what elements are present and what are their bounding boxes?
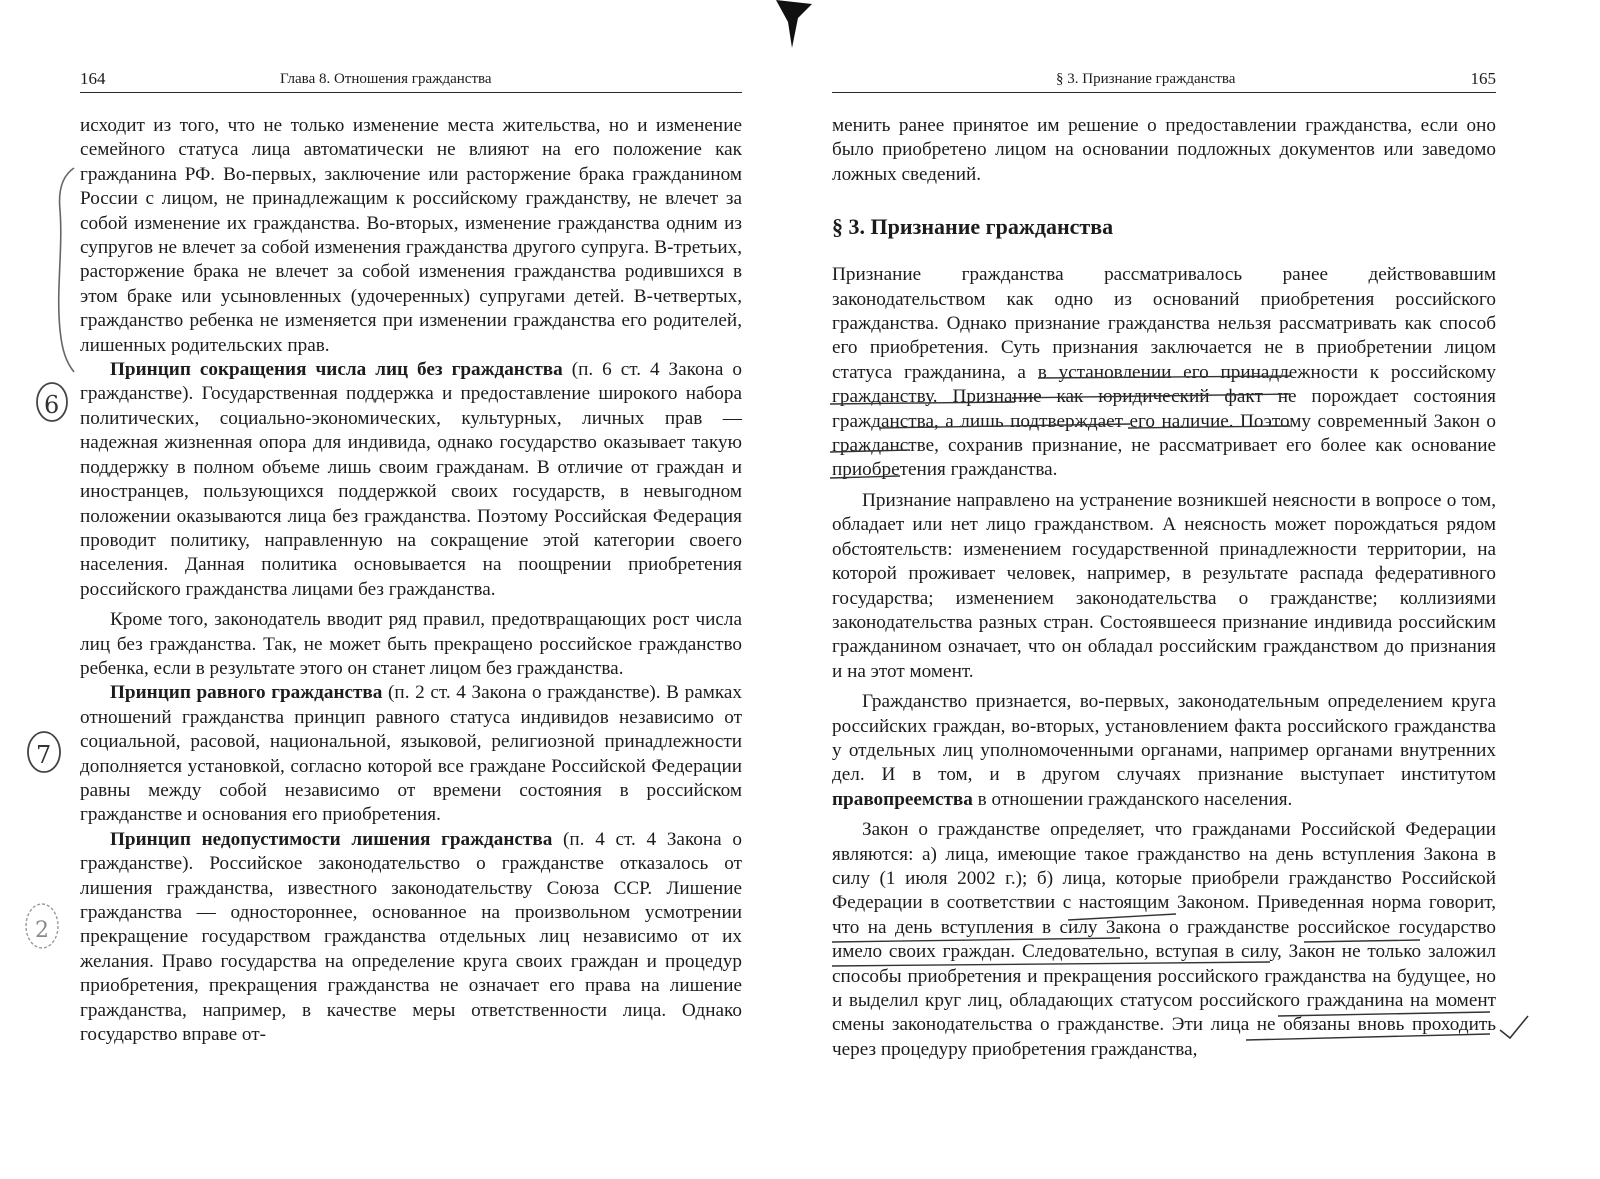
principle-no-deprivation-heading: Принцип недопустимости лишения гражданства <box>110 828 553 850</box>
left-paragraph-2-text: (п. 6 ст. 4 Закона о гражданстве). Государственная поддержка и предоставление широкого набора политических, социально-экономических, культурных, личных прав — надежная жизненная опора для индивида, однако государство оказывает такую поддержку в полном объеме лишь своим гражданам. В отличие от граждан и иностранцев, пользующихся поддержкой своих государств, в невыгодном положении оказываются лица без гражданства. Поэтому Российская Федерация проводит политику, направленную на сокращение этой категории своего населения. Данная политика основывается на поощрении приобретения российского гражданства лицами без гражданства. <box>80 359 742 600</box>
right-paragraph-0: менить ранее принятое им решение о предоставлении гражданства, если оно было приобретено лицом на основании подложных документов или заведомо ложных сведений. <box>832 115 1496 185</box>
margin-note-6: 6 <box>44 391 60 419</box>
right-page-number: 165 <box>1470 69 1496 88</box>
section-title: § 3. Признание гражданства <box>832 214 1114 240</box>
margin-note-7: 7 <box>36 741 52 769</box>
right-running-head <box>832 66 1496 93</box>
left-paragraph-2 <box>80 358 742 602</box>
right-page-text <box>832 114 1496 1062</box>
succession-term: правопреемства <box>832 788 973 810</box>
right-paragraph-2: Признание направлено на устранение возникшей неясности в вопросе о том, обладает или нет лицо гражданством. А неясность может порождаться рядом обстоятельств: изменением государственной принадлежности территории, на которой проживает человек, например, в результате распада федеративного государства; изменением законодательства о гражданстве; коллизиями законодательства разных стран. Состоявшееся признание индивида российским гражданином означает, что он обладал российским гражданством до признания и на этот момент. <box>832 489 1496 682</box>
left-page-number: 164 <box>80 69 106 88</box>
left-running-title: Глава 8. Отношения гражданства <box>280 71 492 87</box>
right-paragraph-3-text: Гражданство признается, во-первых, законодательным определением круга российских граждан, во-вторых, установлением факта российского гражданства у отдельных лиц уполномоченными органами, например органами внутренних дел. И в том, и в другом случаях признание выступает институтом <box>832 691 1496 786</box>
left-page-text <box>80 114 742 1047</box>
left-paragraph-5-text: (п. 4 ст. 4 Закона о гражданстве). Российское законодательство о гражданстве отказалось от лишения гражданства, известного законодательству Союза ССР. Лишение гражданства — одностороннее, основанное на произвольном усмотрении прекращение государством гражданства отдельных лиц независимо от их желания. Право государства на определение круга своих граждан и процедур приобретения, прекращения гражданства не означает его права на лишение гражданства, например, в качестве меры ответственности лица. Однако государство вправе от- <box>80 828 742 1046</box>
right-page <box>800 0 1600 1179</box>
principle-equal-citizenship-heading: Принцип равного гражданства <box>110 682 383 704</box>
principle-statelessness-heading: Принцип сокращения числа лиц без гражданства <box>110 359 563 381</box>
left-paragraph-4 <box>80 681 742 827</box>
right-paragraph-1: Признание гражданства рассматривалось ранее действовавшим законодательством как одно из оснований приобретения российского гражданства. Однако признание гражданства нельзя рассматривать как способ его приобретения. Суть признания заключается не в приобретении лицом статуса гражданина, а в установлении его принадлежности к российскому гражданству. Признание как юридический факт не порождает состояния гражданства, а лишь подтверждает его наличие. Поэтому современный Закон о гражданстве, сохранив признание, не рассматривает его более как основание приобретения гражданства. <box>832 264 1496 481</box>
right-paragraph-3-tail: в отношении гражданского населения. <box>972 788 1293 810</box>
left-paragraph-3: Кроме того, законодатель вводит ряд правил, предотвращающих рост числа лиц без гражданства. Так, не может быть прекращено российское гражданство ребенка, если в результате этого он станет лицом без гражданства. <box>80 609 742 679</box>
left-paragraph-1: исходит из того, что не только изменение места жительства, но и изменение семейного статуса лица автоматически не влияют на его положение как гражданина РФ. Во-первых, заключение или расторжение брака гражданином России с лицом, не принадлежащим к российскому гражданству, не влечет за собой изменение их гражданства. Во-вторых, изменение гражданства одним из супругов не влечет за собой изменения гражданства другого супруга. В-третьих, расторжение брака не влечет за собой изменения гражданства родившихся в этом браке или усыновленных (удочеренных) супругами детей. В-четвертых, гражданство ребенка не изменяется при изменении гражданства его родителей, лишенных родительских прав. <box>80 115 742 356</box>
left-paragraph-5 <box>80 828 742 1048</box>
left-paragraph-4-text: (п. 2 ст. 4 Закона о гражданстве). В рамках отношений гражданства принцип равного статуса индивидов независимо от социальной, расовой, национальной, языковой, религиозной принадлежности дополняется установкой, согласно которой все граждане Российской Федерации равны между собой независимо от времени состояния в российском гражданстве и основания его приобретения. <box>80 682 743 826</box>
right-running-title: § 3. Признание гражданства <box>1056 71 1236 87</box>
left-running-head <box>80 66 742 93</box>
right-paragraph-3 <box>832 690 1496 812</box>
right-paragraph-4: Закон о гражданстве определяет, что гражданами Российской Федерации являются: а) лица, имеющие такое гражданство на день вступления Закона в силу (1 июля 2002 г.); б) лица, которые приобрели гражданство Российской Федерации в соответствии с настоящим Законом. Приведенная норма говорит, что на день вступления в силу Закона о гражданстве российское государство имело своих граждан. Следовательно, вступая в силу, Закон не только заложил способы приобретения и прекращения российского гражданства на будущее, но и выделил круг лиц, обладающих статусом российского гражданина на момент смены законодательства о гражданстве. Эти лица не обязаны вновь проходить через процедуру приобретения гражданства, <box>832 819 1496 1060</box>
margin-note-2: 2 <box>35 918 49 943</box>
